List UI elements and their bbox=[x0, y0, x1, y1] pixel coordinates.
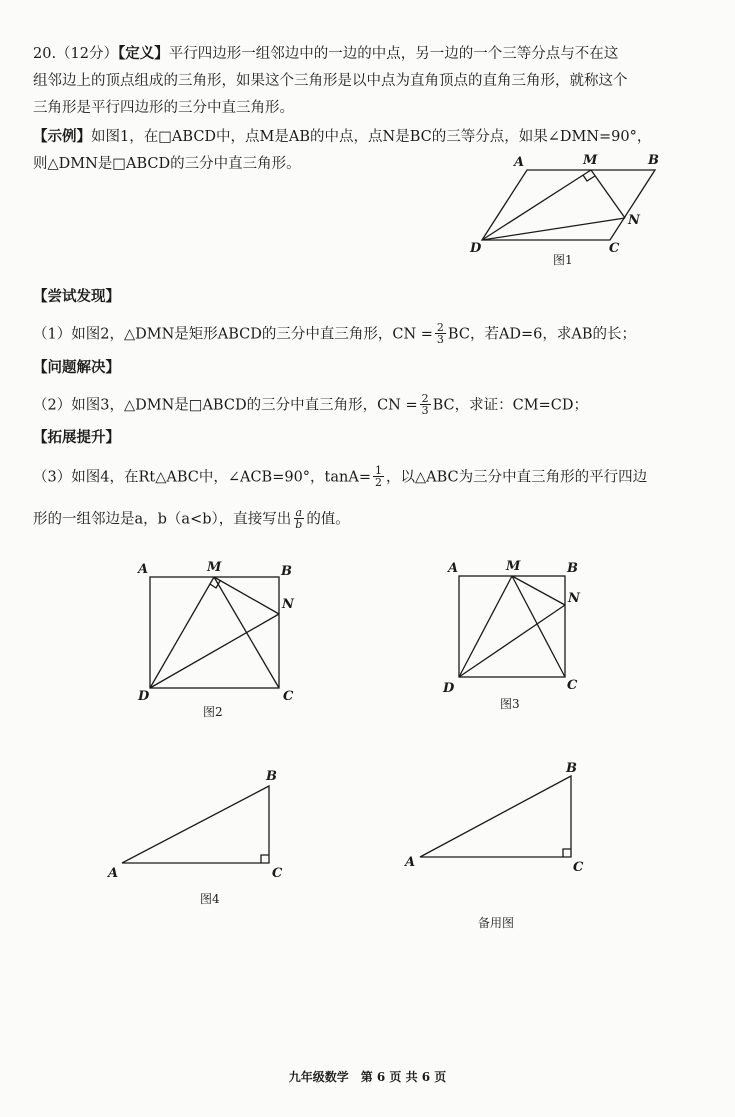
fig1-segment-mn bbox=[591, 170, 625, 218]
fraction-a-b: $\frac{a}{b}$ bbox=[295, 506, 303, 531]
fig2-label-m: M bbox=[207, 560, 222, 575]
fig4-caption: 图4 bbox=[200, 892, 220, 906]
fig2-label-n: N bbox=[282, 597, 294, 612]
section-2-tag: 【问题解决】 bbox=[33, 359, 120, 376]
question-number: 20.（12分） bbox=[33, 46, 119, 62]
section-1-tag: 【尝试发现】 bbox=[33, 288, 120, 305]
example-tag: 【示例】 bbox=[33, 128, 91, 145]
fig2-label-d: D bbox=[138, 689, 150, 704]
fig2-rectangle bbox=[150, 577, 279, 688]
spare-label-b: B bbox=[566, 761, 577, 776]
fig2-segment-dm bbox=[150, 577, 214, 688]
fig1-label-c: C bbox=[609, 241, 620, 256]
fig3-label-m: M bbox=[506, 559, 521, 574]
spare-right-angle-mark bbox=[563, 849, 571, 857]
fig1-label-a: A bbox=[514, 155, 525, 170]
definition-line-3: 三角形是平行四边形的三分中直三角形。 bbox=[33, 100, 294, 116]
spare-label-c: C bbox=[573, 860, 584, 875]
part-3-text-d: 的值。 bbox=[306, 511, 350, 528]
fig4-label-b: B bbox=[266, 769, 277, 784]
part-3-text-b: ，以△ABC为三分中直三角形的平行四边 bbox=[386, 469, 648, 486]
fraction-2-3: $\frac{2}{3}$ bbox=[436, 321, 444, 346]
part-2-text-b: BC，求证：CM=CD； bbox=[432, 397, 588, 414]
figure-3 bbox=[442, 559, 581, 711]
figure-2 bbox=[136, 560, 295, 719]
example-text-1: 如图1，在□ABCD中，点M是AB的中点，点N是BC的三等分点，如果∠DMN=90°， bbox=[91, 129, 652, 145]
fig3-rectangle bbox=[459, 576, 565, 677]
fig3-segment-dn bbox=[459, 605, 565, 677]
fig1-label-n: N bbox=[628, 213, 640, 228]
fig1-parallelogram bbox=[482, 170, 655, 240]
fraction-2-3: $\frac{2}{3}$ bbox=[421, 392, 429, 417]
spare-figure bbox=[403, 761, 584, 930]
fig2-segment-dn bbox=[150, 614, 279, 688]
fig4-right-angle-mark bbox=[261, 855, 269, 863]
fig1-right-angle-mark bbox=[583, 175, 595, 181]
page-footer: 九年级数学 第 6 页 共 6 页 bbox=[288, 1070, 447, 1084]
fig3-label-b: B bbox=[567, 561, 578, 576]
definition-line-2: 组邻边上的顶点组成的三角形，如果这个三角形是以中点为直角顶点的直角三角形，就称这个 bbox=[33, 73, 628, 89]
fig3-segment-dm bbox=[459, 576, 512, 677]
fig1-caption: 图1 bbox=[553, 253, 573, 267]
fig2-segment-mn bbox=[214, 577, 279, 614]
definition-tag: 【定义】 bbox=[118, 45, 169, 62]
fig3-label-c: C bbox=[567, 678, 578, 693]
spare-triangle bbox=[420, 776, 571, 857]
figure-4 bbox=[106, 769, 283, 906]
part-3-text-a: （3）如图4，在Rt△ABC中，∠ACB=90°，tanA= bbox=[33, 469, 371, 486]
part-2-text-a: （2）如图3，△DMN是□ABCD的三分中直三角形，CN = bbox=[33, 397, 418, 414]
fig4-label-c: C bbox=[272, 866, 283, 881]
fig4-label-a: A bbox=[108, 866, 119, 881]
part-1-text-a: （1）如图2，△DMN是矩形ABCD的三分中直三角形，CN = bbox=[33, 326, 433, 343]
fig4-triangle bbox=[122, 786, 269, 863]
fig3-label-d: D bbox=[443, 681, 455, 696]
fig2-segment-mc bbox=[214, 577, 279, 688]
fig3-caption: 图3 bbox=[500, 697, 520, 711]
spare-caption: 备用图 bbox=[478, 916, 515, 930]
fig2-caption: 图2 bbox=[203, 705, 223, 719]
section-3-tag: 【拓展提升】 bbox=[33, 429, 120, 446]
fig2-label-b: B bbox=[281, 564, 292, 579]
fig1-label-m: M bbox=[583, 153, 598, 168]
fig1-segment-dn bbox=[482, 218, 625, 240]
fig1-label-d: D bbox=[470, 241, 482, 256]
part-3-text-c: 形的一组邻边是a，b（a<b），直接写出 bbox=[33, 511, 292, 528]
fraction-1-2: $\frac{1}{2}$ bbox=[375, 464, 382, 489]
fig1-segment-dm bbox=[482, 170, 591, 240]
definition-line-1: 平行四边形一组邻边中的一边的中点，另一边的一个三等分点与不在这 bbox=[168, 46, 619, 62]
figure-1 bbox=[469, 153, 659, 267]
part-1-text-b: BC，若AD=6，求AB的长； bbox=[447, 326, 637, 343]
fig3-label-a: A bbox=[448, 561, 459, 576]
fig3-label-n: N bbox=[568, 591, 580, 606]
spare-label-a: A bbox=[405, 855, 416, 870]
fig2-label-c: C bbox=[283, 689, 294, 704]
fig2-label-a: A bbox=[138, 562, 149, 577]
example-line-2: 则△DMN是□ABCD的三分中直三角形。 bbox=[33, 156, 301, 172]
fig1-label-b: B bbox=[648, 153, 659, 168]
